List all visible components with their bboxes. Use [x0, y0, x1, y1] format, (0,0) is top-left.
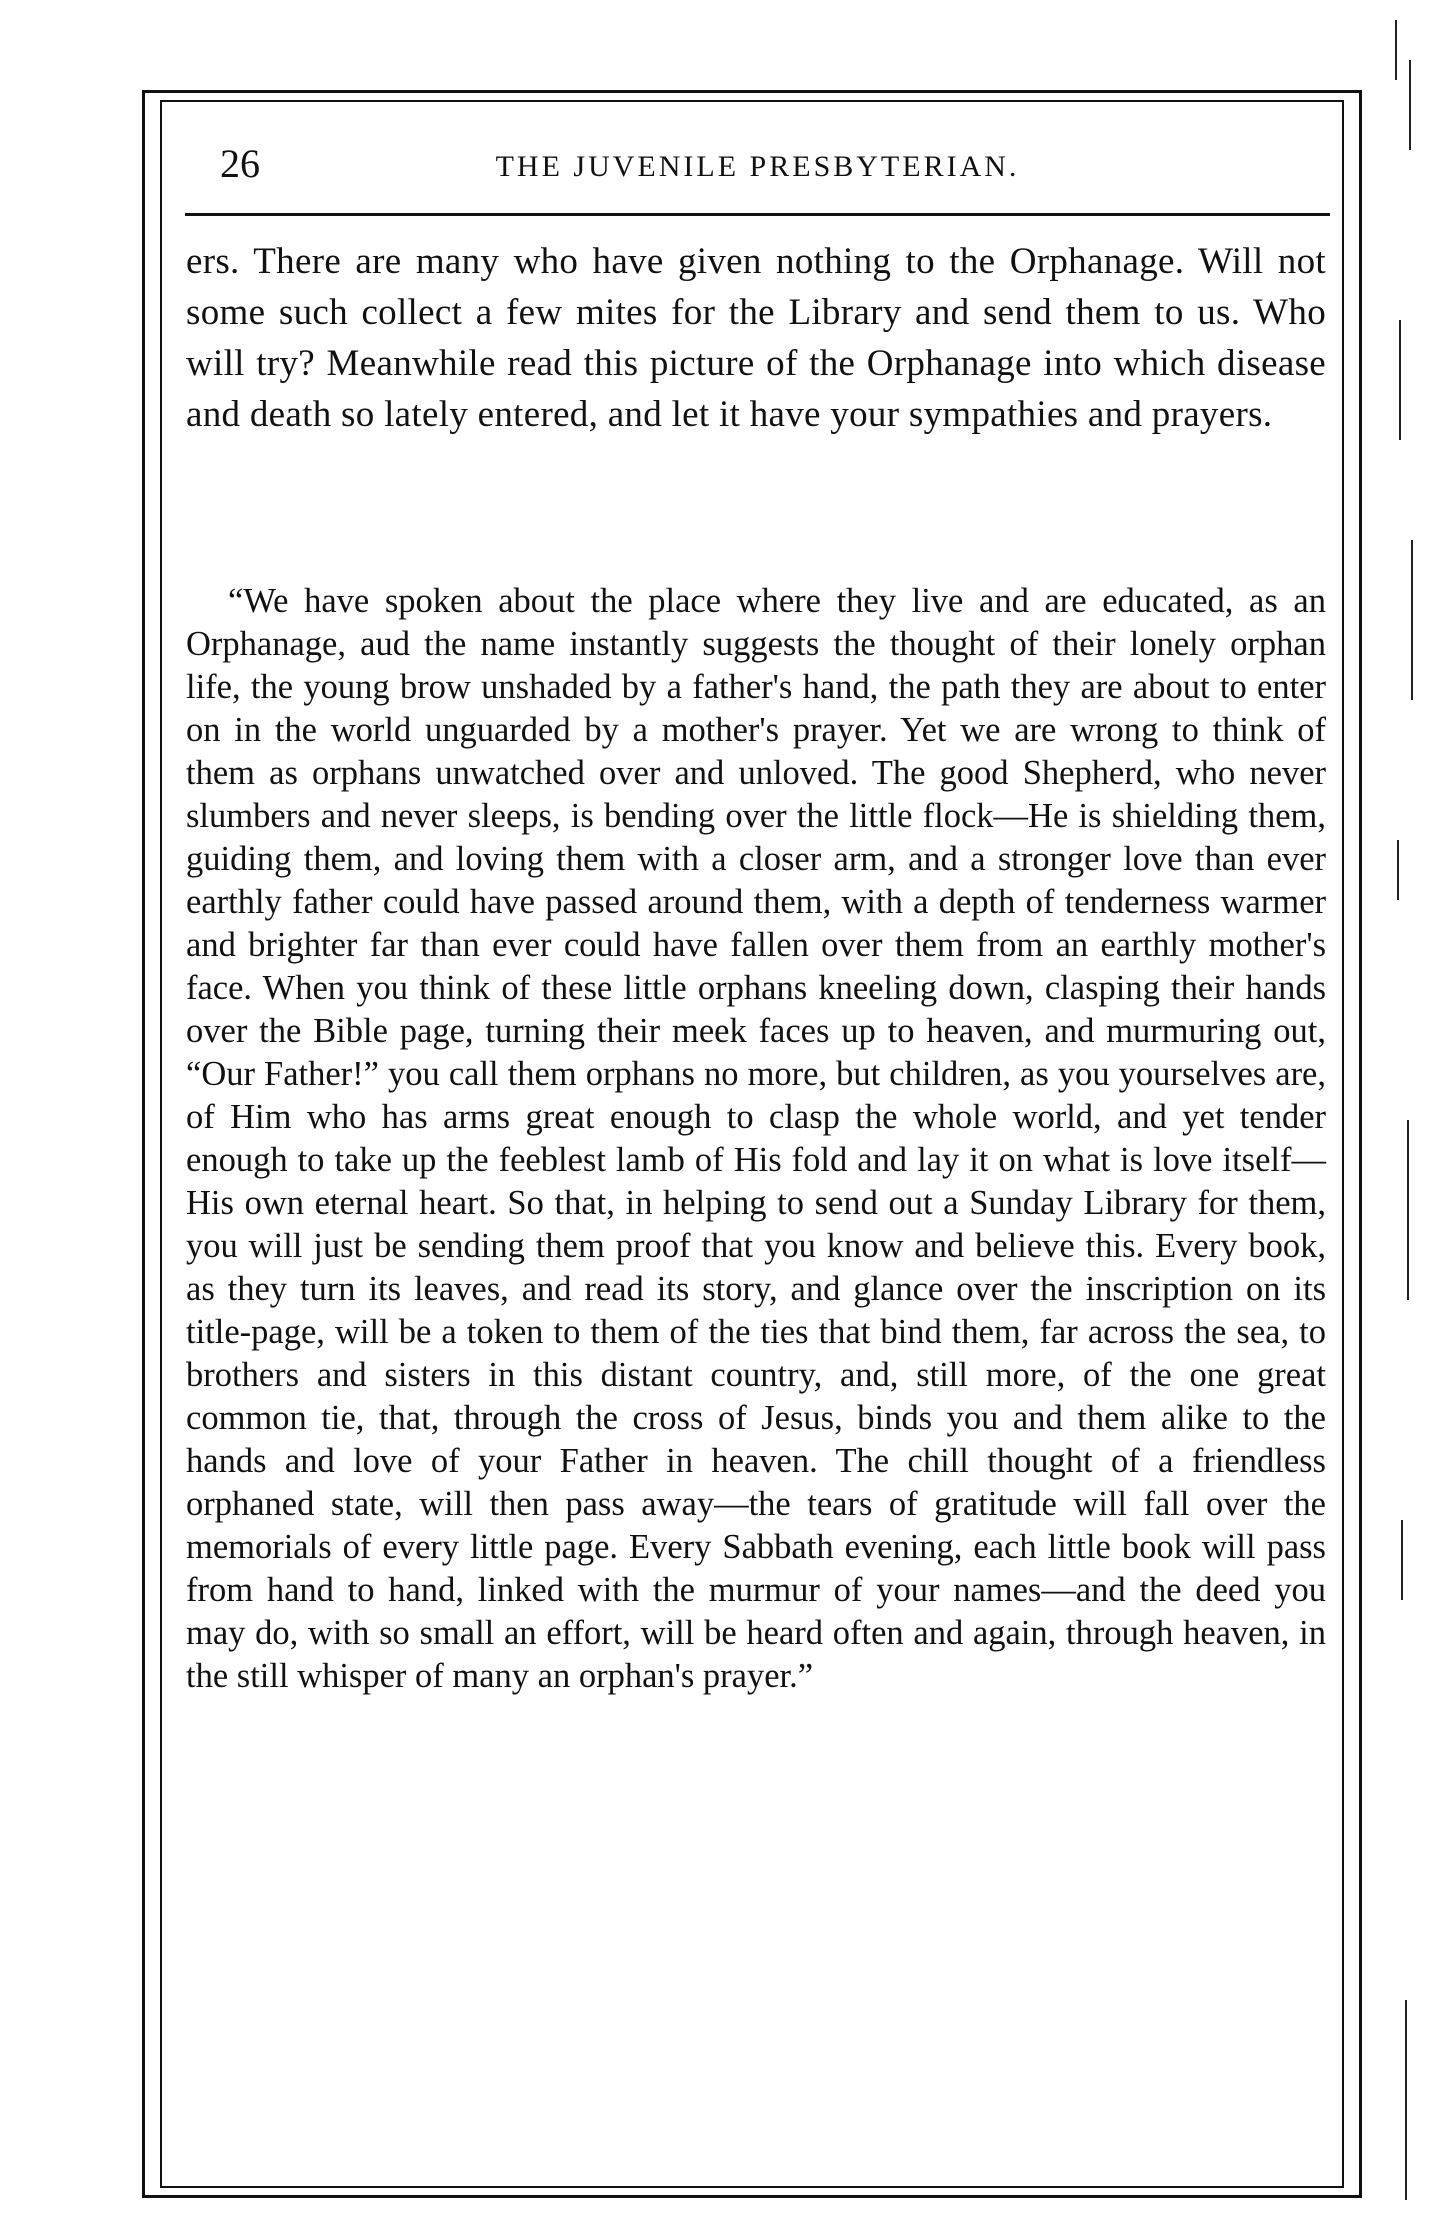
- page-number: 26: [220, 141, 260, 186]
- paragraph-text: “We have spoken about the place where they live and are educated, as an Orphanage, aud the name instantly suggests the thought of their lonely orphan life, the young brow unshaded by a father's hand, the path they are about to enter on in the world unguarded by a mother's prayer. Yet we are wrong to think of them as orphans unwatched over and unloved. The good Shepherd, who never slumbers and never sleeps, is bending over the little flock—He is shielding them, guiding them, and loving them with a closer arm, and a stronger love than ever earthly father could have passed around them, with a depth of tenderness warmer and brighter far than ever could have fallen over them from an earthly mother's face. When you think of these little orphans kneeling down, clasping their hands over the Bible page, turning their meek faces up to heaven, and murmuring out, “Our Father!” you call them orphans no more, but children, as you yourselves are, of Him who has arms great enough to clasp the whole world, and yet tender enough to take up the feeblest lamb of His fold and lay it on what is love itself—His own eternal heart. So that, in helping to send out a Sunday Library for them, you will just be sending them proof that you know and believe this. Every book, as they turn its leaves, and read its story, and glance over the inscription on its title-page, will be a token to them of the ties that bind them, far across the sea, to brothers and sisters in this distant country, and, still more, of the one great common tie, that, through the cross of Jesus, binds you and them alike to the hands and love of your Father in heaven. The chill thought of a friendless orphaned state, will then pass away—the tears of gratitude will fall over the memorials of every little page. Every Sabbath evening, each little book will pass from hand to hand, linked with the murmur of your names—and the deed you may do, with so small an effort, will be heard often and again, through heaven, in the still whisper of many an orphan's prayer.”: [186, 582, 1326, 1695]
- running-title: THE JUVENILE PRESBYTERIAN.: [495, 150, 1020, 183]
- body-paragraph-1: [186, 236, 1326, 440]
- scan-edge-marks: [1395, 20, 1425, 2220]
- paragraph-text: ers. There are many who have given nothing to the Orphanage. Will not some such collect a few mites for the Library and send them to us. Who will try? Meanwhile read this picture of the Orphanage into which disease and death so lately entered, and let it have your sympathies and prayers.: [186, 241, 1326, 435]
- body-paragraph-2: [186, 580, 1326, 1698]
- header-rule: [185, 213, 1330, 216]
- page-header: [185, 128, 1330, 198]
